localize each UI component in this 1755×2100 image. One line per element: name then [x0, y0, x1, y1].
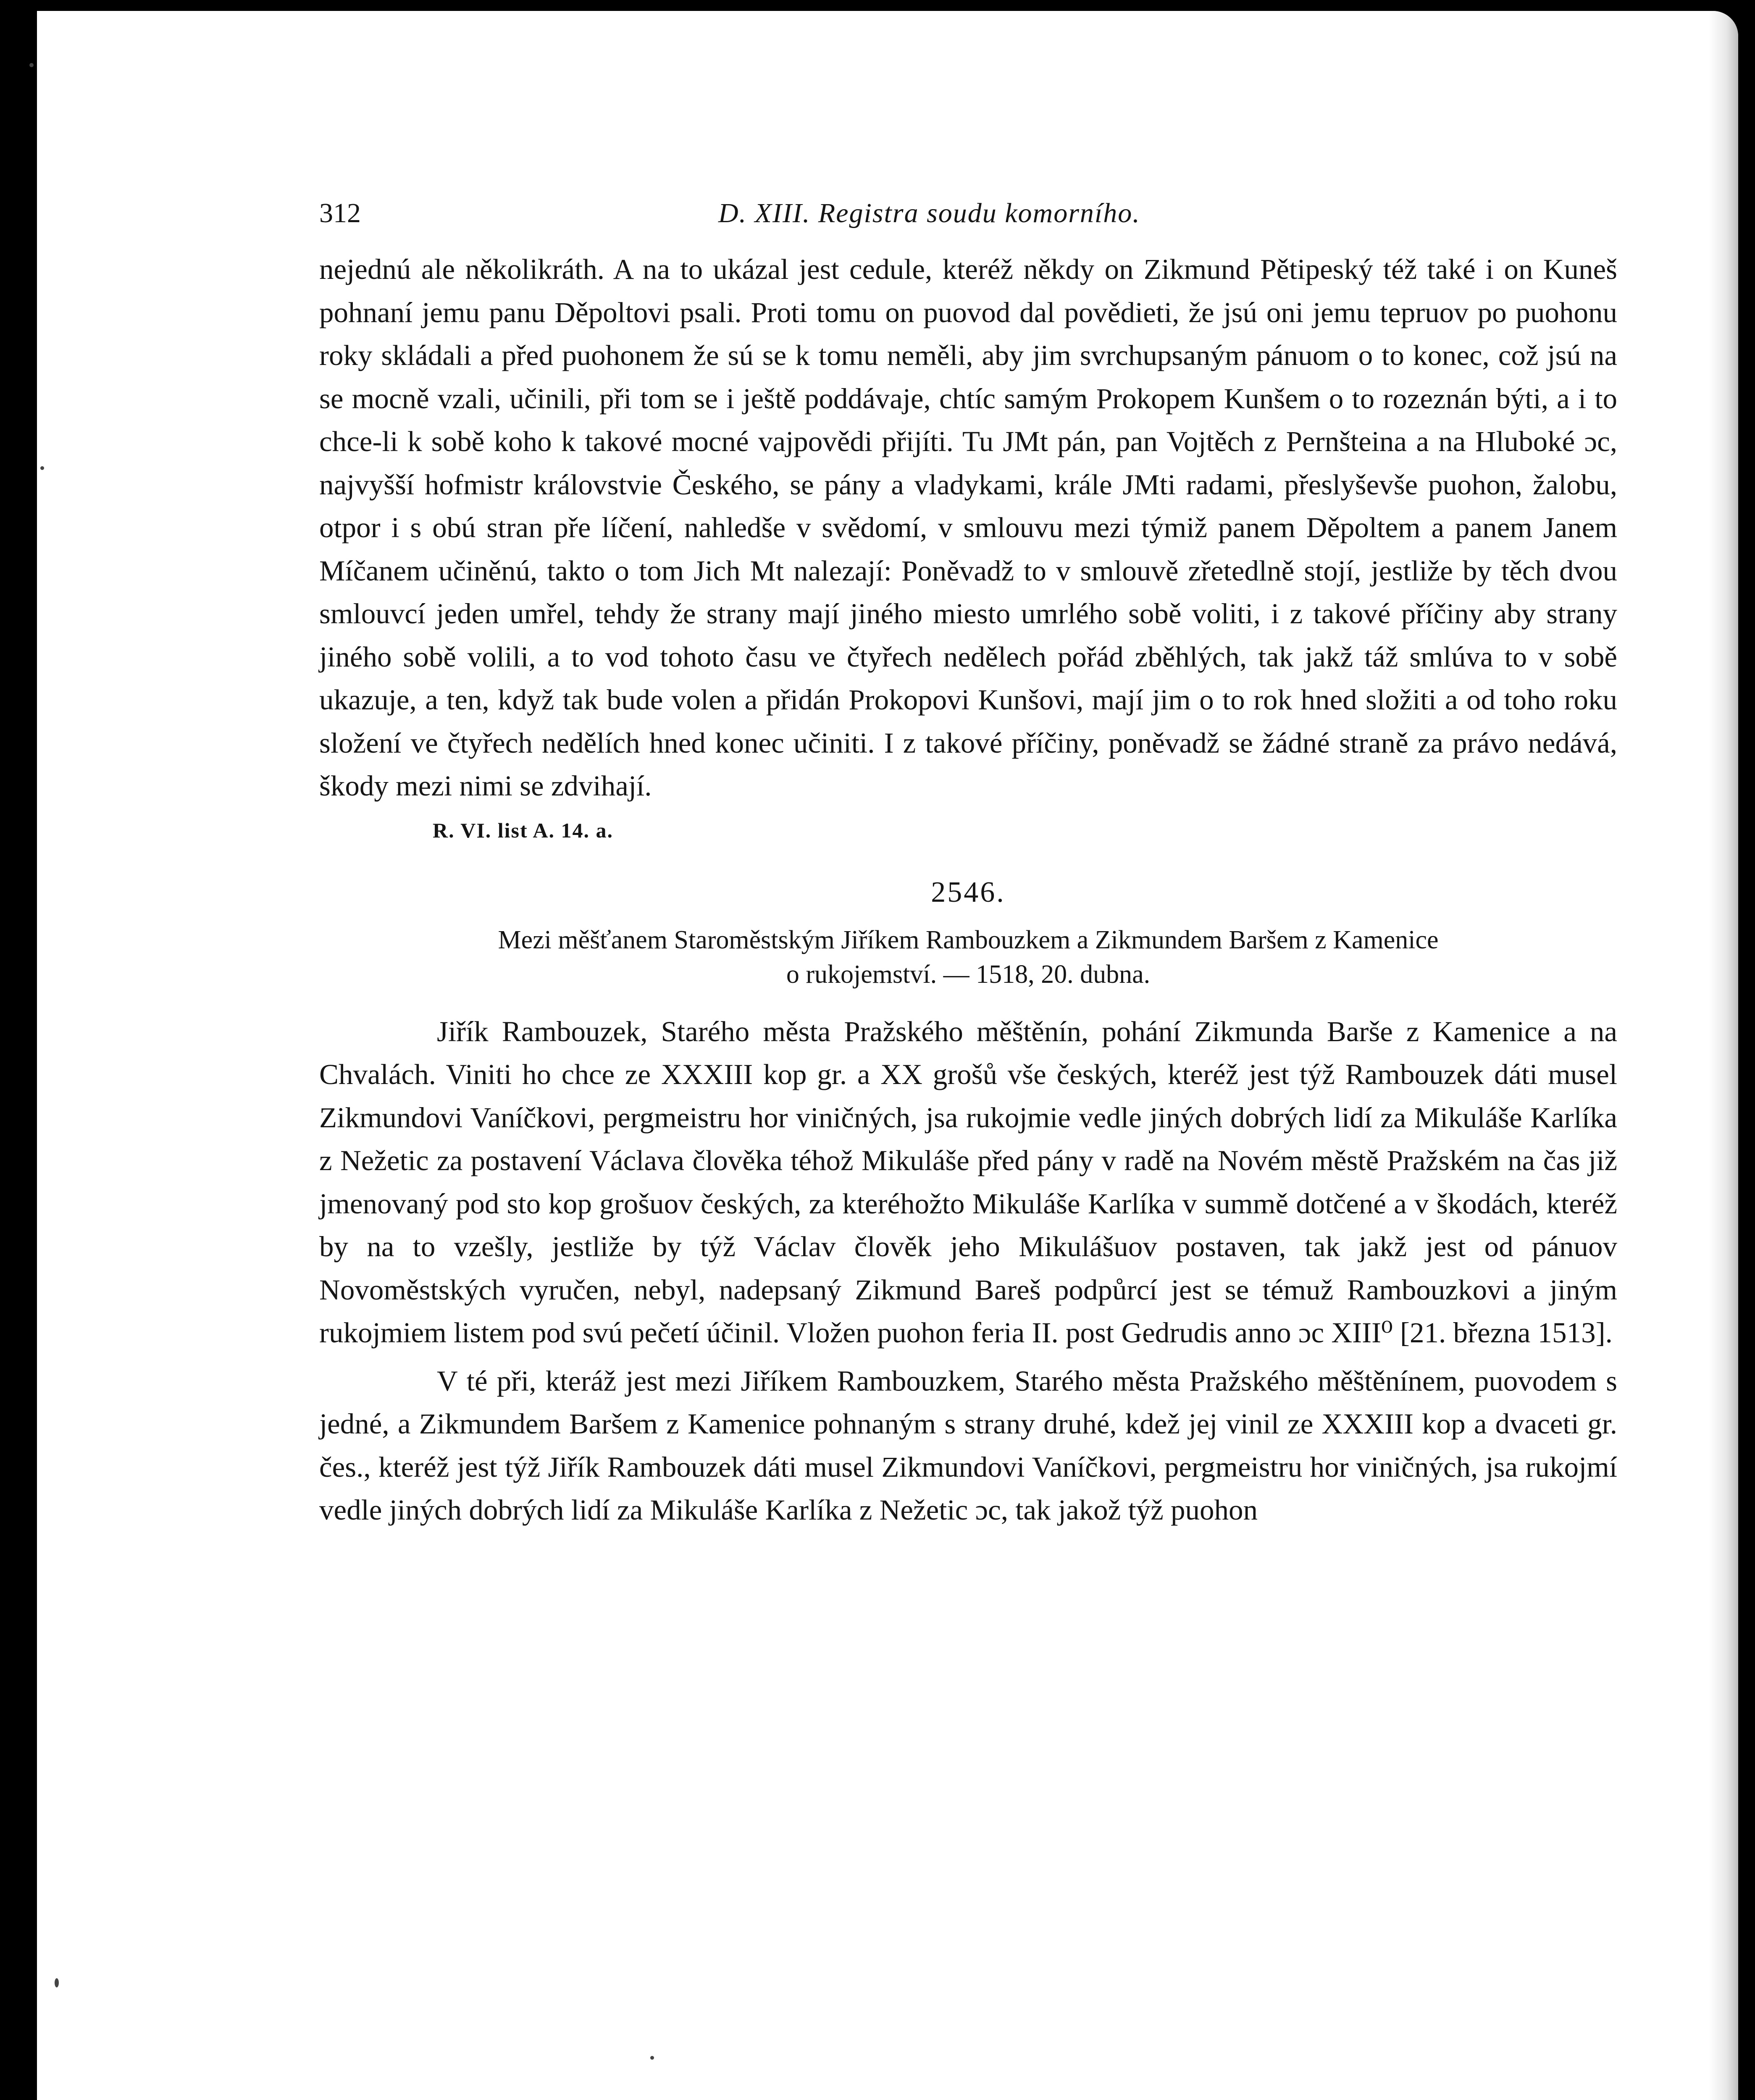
scan-speck: [55, 1978, 59, 1987]
scan-speck: [29, 63, 34, 67]
entry-heading: [340, 923, 1596, 992]
source-reference: R. VI. list A. 14. a.: [433, 818, 614, 842]
entry-heading-line: o rukojemství. — 1518, 20. dubna.: [786, 960, 1151, 989]
entry-number: 2546.: [931, 876, 1006, 908]
entry-heading-line: Mezi měšťanem Staroměstským Jiříkem Rambouzkem a Zikmundem Baršem z Kamenice: [498, 925, 1439, 954]
body-paragraph: nejednú ale několikráth. A na to ukázal jest cedule, kteréž někdy on Zikmund Pětipeský též také i on Kuneš pohnaní jemu panu Děpoltovi psali. Proti tomu on puovod dal povědieti, že jsú oni jemu tepruov po puohonu roky skládali a před puohonem že sú se k tomu neměli, aby jim svrchupsaným pánuom o to konec, což jsú na se mocně vzali, učinili, při tom se i ještě poddávaje, chtíc samým Prokopem Kunšem o to rozeznán býti, a i to chce-li k sobě koho k takové mocné vajpovědi přijíti. Tu JMt pán, pan Vojtěch z Pernšteina a na Hluboké ɔc, najvyšší hofmistr královstvie Českého, se pány a vladykami, krále JMti radami, přeslyševše puohon, žalobu, otpor i s obú stran pře líčení, nahledše v svědomí, v smlouvu mezi týmiž panem Děpoltem a panem Janem Míčanem učiněnú, takto o tom Jich Mt nalezají: Poněvadž to v smlouvě zřetedlně stojí, jestliže by těch dvou smlouvcí jeden umřel, tehdy že strany mají jiného miesto umrlého sobě voliti, i z takové příčiny aby strany jiného sobě volili, a to vod tohoto času ve čtyřech nedělech pořád zběhlých, tak jakž táž smlúva to v sobě ukazuje, a ten, když tak bude volen a přidán Prokopovi Kunšovi, mají jim o to rok hned složiti a od toho roku složení ve čtyřech nedělích hned konec učiniti. I z takové příčiny, poněvadž se žádné straně za právo nedává, škody mezi nimi se zdvihají.: [319, 253, 1617, 802]
page-edge-shadow: [1709, 11, 1738, 2100]
page-header: [319, 197, 1617, 248]
page-number: 312: [319, 198, 361, 228]
body-paragraph: Jiřík Rambouzek, Starého města Pražského měštěnín, pohání Zikmunda Barše z Kamenice a na Chvalách. Viniti ho chce ze XXXIII kop gr. a XX grošů vše českých, kteréž jest týž Rambouzek dáti musel Zikmundovi Vaníčkovi, pergmeistru hor viničných, jsa rukojmie vedle jiných dobrých lidí za Mikuláše Karlíka z Nežetic za postavení Václava člověka téhož Mikuláše před pány v radě na Novém městě Pražském na čas již jmenovaný pod sto kop grošuov českých, za kteréhožto Mikuláše Karlíka v summě dotčené a v škodách, kteréž by na to vzešly, jestliže by týž Václav člověk jeho Mikulášuov postaven, tak jakž jest od pánuov Novoměstských vyručen, nebyl, nadepsaný Zikmund Bareš podpůrcí jest se témuž Rambouzkovi a jiným rukojmiem listem pod svú pečetí účinil. Vložen puohon feria II. post Gedrudis anno ɔc XIII⁰ [21. března 1513].: [319, 1015, 1617, 1349]
running-title: D. XIII. Registra soudu komorního.: [718, 198, 1140, 228]
page-content: [319, 197, 1617, 1532]
scan-speck: [40, 466, 44, 470]
body-paragraph: V té při, kteráž jest mezi Jiříkem Rambouzkem, Starého města Pražského měštěnínem, puovodem s jedné, a Zikmundem Baršem z Kamenice pohnaným s strany druhé, kdež jej vinil ze XXXIII kop a dvaceti gr. čes., kteréž jest týž Jiřík Rambouzek dáti musel Zikmundovi Vaníčkovi, pergmeistru hor viničných, jsa rukojmí vedle jiných dobrých lidí za Mikuláše Karlíka z Nežetic ɔc, tak jakož týž puohon: [319, 1365, 1617, 1526]
scan-speck: [650, 2056, 654, 2060]
